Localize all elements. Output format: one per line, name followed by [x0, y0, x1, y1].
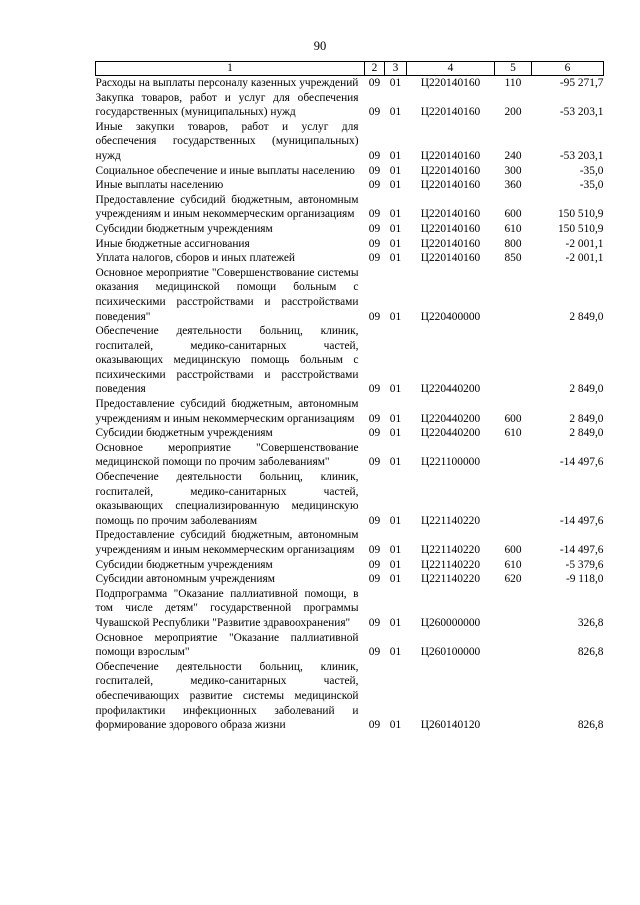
row-name: Обеспечение деятельности больниц, клиник, госпиталей, медико-санитарных частей, оказывающих специализированную медицинскую помощь по прочим заболеваниям [95, 471, 359, 527]
row-target-code: Ц220140160 [420, 252, 481, 265]
row-target-code: Ц260100000 [420, 646, 481, 659]
row-expense-type: 600 [504, 208, 522, 221]
row-target-code: Ц220140160 [420, 237, 481, 250]
row-name: Социальное обеспечение и иные выплаты населению [95, 164, 355, 177]
row-section: 09 [368, 222, 381, 235]
row-amount: 826,8 [577, 646, 604, 659]
row-expense-type: 200 [504, 106, 522, 119]
row-amount: -95 271,7 [559, 77, 604, 89]
row-amount: -9 118,0 [565, 573, 604, 586]
table-row [96, 178, 604, 193]
table-row [96, 76, 604, 91]
row-name: Предоставление субсидий бюджетным, автономным учреждениям и иным некоммерческим организациям [95, 193, 359, 221]
row-expense-type: 610 [504, 427, 522, 440]
table-row [96, 193, 604, 222]
row-subsection: 01 [389, 427, 402, 440]
row-target-code: Ц220400000 [420, 310, 481, 323]
row-subsection: 01 [389, 222, 402, 235]
header-col-2: 2 [365, 62, 385, 76]
table-row [96, 660, 604, 733]
row-expense-type [495, 470, 532, 528]
table-row [96, 470, 604, 528]
row-name: Закупка товаров, работ и услуг для обеспечения государственных (муниципальных) нужд [95, 91, 359, 119]
row-subsection: 01 [389, 573, 402, 586]
row-name: Расходы на выплаты персоналу казенных учреждений [95, 77, 359, 89]
row-amount: -14 497,6 [559, 544, 604, 556]
row-subsection: 01 [389, 164, 402, 177]
row-name: Иные бюджетные ассигнования [95, 237, 250, 250]
table-row [96, 587, 604, 631]
row-subsection: 01 [389, 77, 402, 89]
row-amount: 150 510,9 [557, 222, 604, 235]
row-section: 09 [368, 164, 381, 177]
row-name: Субсидии бюджетным учреждениям [95, 558, 273, 571]
row-name: Уплата налогов, сборов и иных платежей [95, 252, 295, 265]
row-expense-type: 610 [504, 558, 522, 571]
budget-table [95, 61, 604, 733]
header-col-5: 5 [495, 62, 532, 76]
row-amount: -14 497,6 [559, 514, 604, 527]
row-subsection: 01 [389, 149, 402, 162]
row-subsection: 01 [389, 558, 402, 571]
row-expense-type [495, 266, 532, 324]
row-subsection: 01 [389, 383, 402, 396]
row-target-code: Ц220140160 [420, 222, 481, 235]
row-section: 09 [368, 616, 381, 629]
row-subsection: 01 [389, 456, 402, 469]
row-amount: -5 379,6 [565, 558, 604, 571]
row-subsection: 01 [389, 544, 402, 556]
table-header [96, 62, 604, 76]
table-row [96, 426, 604, 441]
row-amount: 326,8 [577, 616, 604, 629]
row-name: Субсидии бюджетным учреждениям [95, 222, 273, 235]
row-target-code: Ц220140160 [420, 149, 481, 162]
row-section: 09 [368, 573, 381, 586]
row-section: 09 [368, 77, 381, 89]
header-col-3: 3 [385, 62, 407, 76]
row-subsection: 01 [389, 208, 402, 221]
row-expense-type: 300 [504, 164, 522, 177]
row-section: 09 [368, 456, 381, 469]
row-subsection: 01 [389, 252, 402, 265]
row-amount: 2 849,0 [569, 412, 604, 425]
row-amount: -53 203,1 [559, 106, 604, 119]
page-number: 90 [313, 39, 327, 53]
table-row [96, 164, 604, 179]
row-target-code: Ц220140160 [420, 208, 481, 221]
row-amount: -2 001,1 [565, 252, 604, 265]
row-target-code: Ц221140220 [420, 544, 481, 556]
header-row [96, 62, 604, 76]
table-row [96, 266, 604, 324]
row-target-code: Ц260140120 [420, 719, 481, 732]
row-section: 09 [368, 558, 381, 571]
table-row [96, 120, 604, 164]
row-expense-type [495, 587, 532, 631]
row-expense-type: 360 [504, 179, 522, 192]
row-amount: -35,0 [579, 164, 604, 177]
table-row [96, 397, 604, 426]
row-section: 09 [368, 106, 381, 119]
row-subsection: 01 [389, 179, 402, 192]
row-subsection: 01 [389, 106, 402, 119]
row-section: 09 [368, 179, 381, 192]
row-expense-type: 620 [504, 573, 522, 586]
table-row [96, 91, 604, 120]
row-target-code: Ц260000000 [420, 616, 481, 629]
row-section: 09 [368, 310, 381, 323]
row-section: 09 [368, 719, 381, 732]
row-section: 09 [368, 646, 381, 659]
row-subsection: 01 [389, 237, 402, 250]
row-name: Иные выплаты населению [95, 179, 224, 192]
table-row [96, 572, 604, 587]
row-subsection: 01 [389, 412, 402, 425]
row-expense-type: 600 [504, 544, 522, 556]
row-name: Основное мероприятие "Совершенствование медицинской помощи по прочим заболеваниям" [95, 441, 359, 469]
header-col-1: 1 [96, 62, 365, 76]
row-subsection: 01 [389, 514, 402, 527]
row-subsection: 01 [389, 719, 402, 732]
table-row [96, 251, 604, 266]
row-name: Обеспечение деятельности больниц, клиник, госпиталей, медико-санитарных частей, оказывающих медицинскую помощь больным с психическими расстройствами и расстройствами поведения [95, 325, 359, 396]
row-name: Субсидии бюджетным учреждениям [95, 427, 273, 440]
row-expense-type: 600 [504, 412, 522, 425]
row-section: 09 [368, 427, 381, 440]
row-target-code: Ц220140160 [420, 179, 481, 192]
row-subsection: 01 [389, 616, 402, 629]
row-expense-type [495, 324, 532, 397]
row-expense-type: 610 [504, 222, 522, 235]
row-subsection: 01 [389, 310, 402, 323]
row-section: 09 [368, 412, 381, 425]
header-col-6: 6 [532, 62, 604, 76]
row-expense-type: 800 [504, 237, 522, 250]
row-section: 09 [368, 383, 381, 396]
row-name: Предоставление субсидий бюджетным, автономным учреждениям и иным некоммерческим организациям [95, 398, 359, 425]
row-target-code: Ц221140220 [420, 558, 481, 571]
row-amount: -35,0 [579, 179, 604, 192]
row-expense-type: 240 [504, 149, 522, 162]
row-target-code: Ц220440200 [420, 427, 481, 440]
row-amount: -2 001,1 [565, 237, 604, 250]
row-expense-type: 110 [504, 77, 522, 89]
row-section: 09 [368, 544, 381, 556]
row-name: Обеспечение деятельности больниц, клиник, госпиталей, медико-санитарных частей, обеспечивающих развитие системы медицинской профилактики инфекционных заболеваний и формирование здорового образа жизни [95, 660, 359, 732]
row-target-code: Ц220140160 [420, 77, 481, 89]
row-name: Подпрограмма "Оказание паллиативной помощи, в том числе детям" государственной программы Чувашской Республики "Развитие здравоохранения" [95, 587, 359, 629]
table-row [96, 631, 604, 660]
row-expense-type [495, 441, 532, 470]
row-expense-type [495, 660, 532, 733]
row-amount: 2 849,0 [569, 310, 604, 323]
row-section: 09 [368, 252, 381, 265]
table-body [96, 76, 604, 733]
row-target-code: Ц220440200 [420, 412, 481, 425]
row-section: 09 [368, 237, 381, 250]
row-amount: -53 203,1 [559, 149, 604, 162]
row-amount: 2 849,0 [569, 427, 604, 440]
row-target-code: Ц220140160 [420, 106, 481, 119]
row-amount: 2 849,0 [569, 383, 604, 396]
row-section: 09 [368, 208, 381, 221]
table-row [96, 558, 604, 573]
row-target-code: Ц221100000 [420, 456, 481, 469]
row-expense-type: 850 [504, 252, 522, 265]
row-expense-type [495, 631, 532, 660]
table-row [96, 222, 604, 237]
row-amount: -14 497,6 [559, 456, 604, 469]
row-subsection: 01 [389, 646, 402, 659]
row-section: 09 [368, 149, 381, 162]
row-target-code: Ц220140160 [420, 164, 481, 177]
header-col-4: 4 [407, 62, 495, 76]
row-target-code: Ц221140220 [420, 573, 481, 586]
table-row [96, 528, 604, 557]
row-name: Субсидии автономным учреждениям [95, 573, 275, 586]
table-row [96, 324, 604, 397]
row-name: Основное мероприятие "Оказание паллиативной помощи взрослым" [95, 631, 359, 659]
table-row [96, 441, 604, 470]
table-row [96, 237, 604, 252]
row-section: 09 [368, 514, 381, 527]
row-target-code: Ц221140220 [420, 514, 481, 527]
row-name: Основное мероприятие "Совершенствование системы оказания медицинской помощи больным с психическими расстройствами и расстройствами поведения" [95, 266, 359, 323]
row-amount: 150 510,9 [557, 208, 604, 221]
row-name: Иные закупки товаров, работ и услуг для обеспечения государственных (муниципальных) нужд [95, 120, 359, 162]
row-name: Предоставление субсидий бюджетным, автономным учреждениям и иным некоммерческим организациям [95, 529, 359, 556]
row-amount: 826,8 [577, 719, 604, 732]
row-target-code: Ц220440200 [420, 383, 481, 396]
